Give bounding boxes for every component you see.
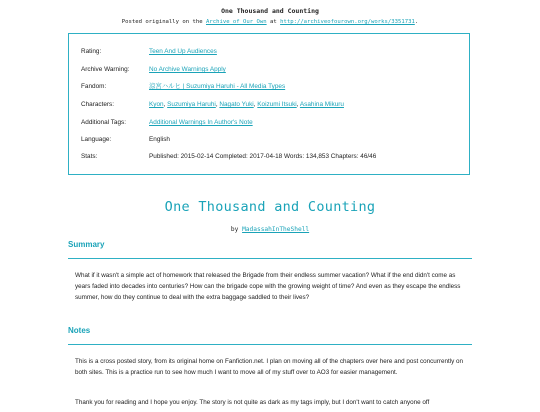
summary-text: What if it wasn't a simple act of homework that released the Brigade from their endless summer vacation? What if the end didn't come as years faded into decades into centuries? How can the brigade cope with the growing weight of time? And even as they escape the endless summer, how do they continue to deal with the extra baggage saddled to their lives? [75,272,461,301]
byline [0,226,540,233]
warning-link[interactable]: No Archive Warnings Apply [149,66,226,73]
notes-text: This is a cross posted story, from its original home on Fanfiction.net. I plan on moving all of the chapters over here and post concurrently on both sites. This is a practice run to see how much I want to move all of my stuff over to AO3 for easier management. [75,358,464,376]
posted-suffix: . [414,19,419,25]
summary-divider [68,258,472,259]
warning-label: Archive Warning: [81,66,130,73]
archive-link[interactable]: Archive of Our Own [205,19,267,25]
character-link[interactable]: Suzumiya Haruhi [167,101,216,108]
work-meta-box: Rating: Teen And Up Audiences Archive Warning: No Archive Warnings Apply Fandom: 涼宮ハルヒ | Suzumiya Haruhi - All Media Types Characters: Kyon, Suzumiya Haruhi, Nagato Yuki, Koizumi Itsuki, Asahina Mikuru Additional Tags: Additional Warnings In Author's Note Language: English Stats: Published: 2015-02-14 Completed: 2017-04-18 Words: 134,853 Chapters: 46/46 [68,33,470,175]
author-link[interactable]: MadassahInTheShell [242,226,310,233]
language-label: Language: [81,136,112,143]
character-link[interactable]: Kyon [149,101,164,108]
notes-heading: Notes [68,326,91,335]
work-title-header: One Thousand and Counting [221,7,319,15]
summary-heading: Summary [68,240,105,249]
fandom-label: Fandom: [81,83,107,90]
characters-label: Characters: [81,101,115,108]
tags-label: Additional Tags: [81,119,127,126]
posted-prefix: Posted originally on the [121,19,203,25]
stats-value: Published: 2015-02-14 Completed: 2017-04-18 Words: 134,853 Chapters: 46/46 [149,153,377,160]
character-link[interactable]: Asahina Mikuru [299,101,344,108]
work-url-link[interactable]: http://archiveofourown.org/works/3351731 [280,19,415,25]
fandom-link[interactable]: 涼宮ハルヒ | Suzumiya Haruhi - All Media Types [149,83,286,90]
stats-label: Stats: [81,153,98,160]
posted-mid: at [269,19,277,25]
rating-link[interactable]: Teen And Up Audiences [149,48,217,55]
notes-divider [68,344,472,345]
posted-originally-line [0,19,540,25]
character-link[interactable]: Nagato Yuki [219,101,254,108]
language-value: English [149,136,170,143]
tags-link[interactable]: Additional Warnings In Author's Note [149,119,253,126]
rating-label: Rating: [81,48,102,55]
byline-by: by [230,226,239,233]
story-title: One Thousand and Counting [164,199,376,215]
character-link[interactable]: Koizumi Itsuki [257,101,297,108]
notes-text-2: Thank you for reading and I hope you enjoy. The story is not quite as dark as my tags imply, but I don't want to catch anyone off [75,399,430,406]
